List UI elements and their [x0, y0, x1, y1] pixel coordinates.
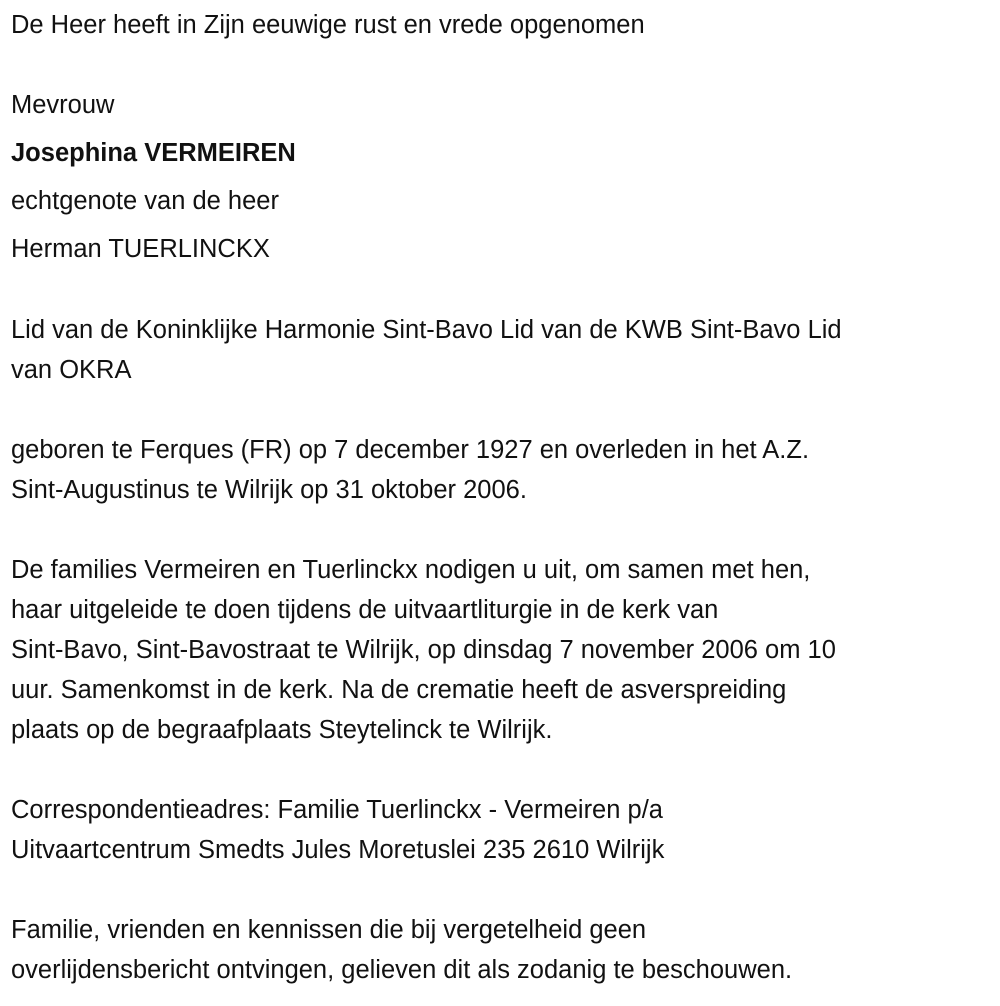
- address-line: Uitvaartcentrum Smedts Jules Moretuslei 235 2610 Wilrijk: [11, 836, 665, 864]
- closing-line: Familie, vrienden en kennissen die bij vergetelheid geen: [11, 916, 647, 944]
- birth-death-line: Sint-Augustinus te Wilrijk op 31 oktober 2006.: [11, 476, 527, 504]
- ceremony-line: uur. Samenkomst in de kerk. Na de crematie heeft de asverspreiding: [11, 676, 787, 704]
- ceremony-line: De families Vermeiren en Tuerlinckx nodigen u uit, om samen met hen,: [11, 556, 811, 584]
- address-line: Correspondentieadres: Familie Tuerlinckx - Vermeiren p/a: [11, 796, 663, 824]
- ceremony-line: Sint-Bavo, Sint-Bavostraat te Wilrijk, op dinsdag 7 november 2006 om 10: [11, 636, 836, 664]
- birth-death-line: geboren te Ferques (FR) op 7 december 1927 en overleden in het A.Z.: [11, 436, 810, 464]
- honorific: Mevrouw: [11, 91, 115, 119]
- closing-line: overlijdensbericht ontvingen, gelieven dit als zodanig te beschouwen.: [11, 956, 793, 984]
- ceremony-line: plaats op de begraafplaats Steytelinck te Wilrijk.: [11, 716, 553, 744]
- intro-line: De Heer heeft in Zijn eeuwige rust en vrede opgenomen: [11, 11, 645, 39]
- memberships-line: Lid van de Koninklijke Harmonie Sint-Bavo Lid van de KWB Sint-Bavo Lid: [11, 316, 842, 344]
- spouse-name: Herman TUERLINCKX: [11, 235, 270, 263]
- ceremony-line: haar uitgeleide te doen tijdens de uitvaartliturgie in de kerk van: [11, 596, 719, 624]
- deceased-name: Josephina VERMEIREN: [11, 139, 296, 167]
- memberships-line: van OKRA: [11, 356, 132, 384]
- relation: echtgenote van de heer: [11, 187, 279, 215]
